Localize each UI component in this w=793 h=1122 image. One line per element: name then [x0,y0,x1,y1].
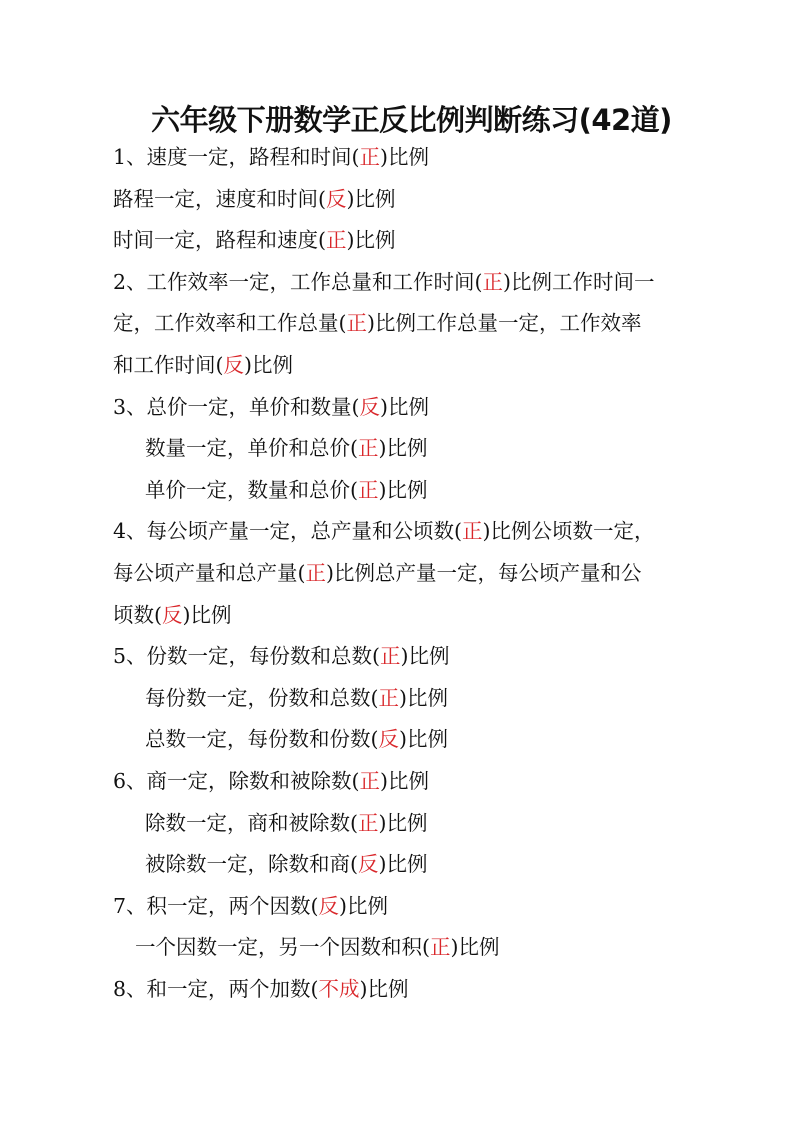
question-text: 2、工作效率一定，工作总量和工作时间( [113,269,483,294]
answer-text: 正 [482,269,504,294]
question-text: )比例公顷数一定， [482,519,655,544]
question-text: )比例 [359,976,409,1001]
question-text: 定，工作效率和工作总量( [113,311,347,336]
question-text: 1、速度一定，路程和时间( [113,145,360,169]
answer-text: 正 [305,560,326,585]
answer-text: 正 [326,228,347,253]
question-text: 4、每公顷产量一定，总产量和公顷数( [113,519,463,544]
question-text: )比例 [346,186,396,211]
question-text: )比例 [244,352,293,377]
exercise-line [113,719,693,761]
exercise-line [113,179,693,221]
question-text: )比例 [378,810,428,835]
exercise-line [113,511,693,553]
question-text: 8、和一定，两个加数( [113,976,319,1001]
answer-text: 正 [378,685,399,710]
question-text: 和工作时间( [113,352,224,377]
question-text: )比例 [378,436,428,461]
answer-text: 正 [430,935,451,960]
answer-text: 正 [380,644,401,669]
question-text: 6、商一定，除数和被除数( [113,768,360,793]
question-text: )比例工作时间一 [503,269,655,294]
question-text: 除数一定，商和被除数( [145,810,358,835]
question-text: 总数一定，每份数和份数( [145,727,379,752]
answer-text: 正 [462,519,483,544]
answer-text: 正 [346,311,367,336]
question-text: )比例 [182,602,232,627]
question-text: )比例 [380,145,430,169]
answer-text: 反 [378,727,399,752]
question-text: )比例 [378,852,428,877]
answer-text: 正 [358,810,379,835]
question-text: )比例 [380,394,430,419]
answer-text: 正 [358,436,379,461]
question-text: )比例 [339,893,389,918]
question-text: )比例 [346,228,396,253]
question-text: 5、份数一定，每份数和总数( [113,644,381,669]
answer-text: 反 [359,394,381,419]
question-text: )比例 [400,644,450,669]
exercise-line [113,387,693,429]
answer-text: 反 [326,186,347,211]
exercise-line [113,678,693,720]
document-title: 六年级下册数学正反比例判断练习(42道) [151,103,672,137]
exercise-line [113,969,693,1011]
question-text: 7、积一定，两个因数( [113,893,319,918]
question-text: 每公顷产量和总产量( [113,560,306,585]
exercise-line [113,137,693,179]
exercise-line [113,553,693,595]
question-text: 顷数( [113,602,162,627]
question-text: )比例工作总量一定，工作效率 [367,311,642,336]
exercise-line [113,636,693,678]
exercise-line [113,470,693,512]
exercise-line [113,844,693,886]
answer-text: 反 [358,852,379,877]
question-text: 路程一定，速度和时间( [113,186,326,211]
question-text: 被除数一定，除数和商( [145,852,358,877]
exercise-line [113,886,693,928]
question-text: 单价一定，数量和总价( [145,477,358,502]
exercise-line [113,220,693,262]
answer-text: 正 [359,145,381,169]
question-text: )比例 [450,935,500,960]
exercise-line [113,345,693,387]
answer-text: 正 [359,768,381,793]
question-text: 时间一定，路程和速度( [113,228,326,253]
answer-text: 反 [223,352,244,377]
exercise-line [113,927,693,969]
answer-text: 不成 [318,976,360,1001]
question-text: 每份数一定，份数和总数( [145,685,379,710]
question-text: 数量一定，单价和总价( [145,436,358,461]
exercise-list [113,137,693,1010]
exercise-line [113,595,693,637]
question-text: )比例 [378,477,428,502]
exercise-line [113,303,693,345]
answer-text: 正 [358,477,379,502]
exercise-line [113,428,693,470]
answer-text: 反 [318,893,340,918]
answer-text: 反 [162,602,183,627]
question-text: )比例总产量一定，每公顷产量和公 [326,560,642,585]
question-text: )比例 [399,727,448,752]
question-text: 3、总价一定，单价和数量( [113,394,360,419]
exercise-line [113,262,693,304]
question-text: )比例 [399,685,448,710]
question-text: 一个因数一定，另一个因数和积( [135,935,430,960]
exercise-line [113,761,693,803]
exercise-line [113,803,693,845]
question-text: )比例 [380,768,430,793]
